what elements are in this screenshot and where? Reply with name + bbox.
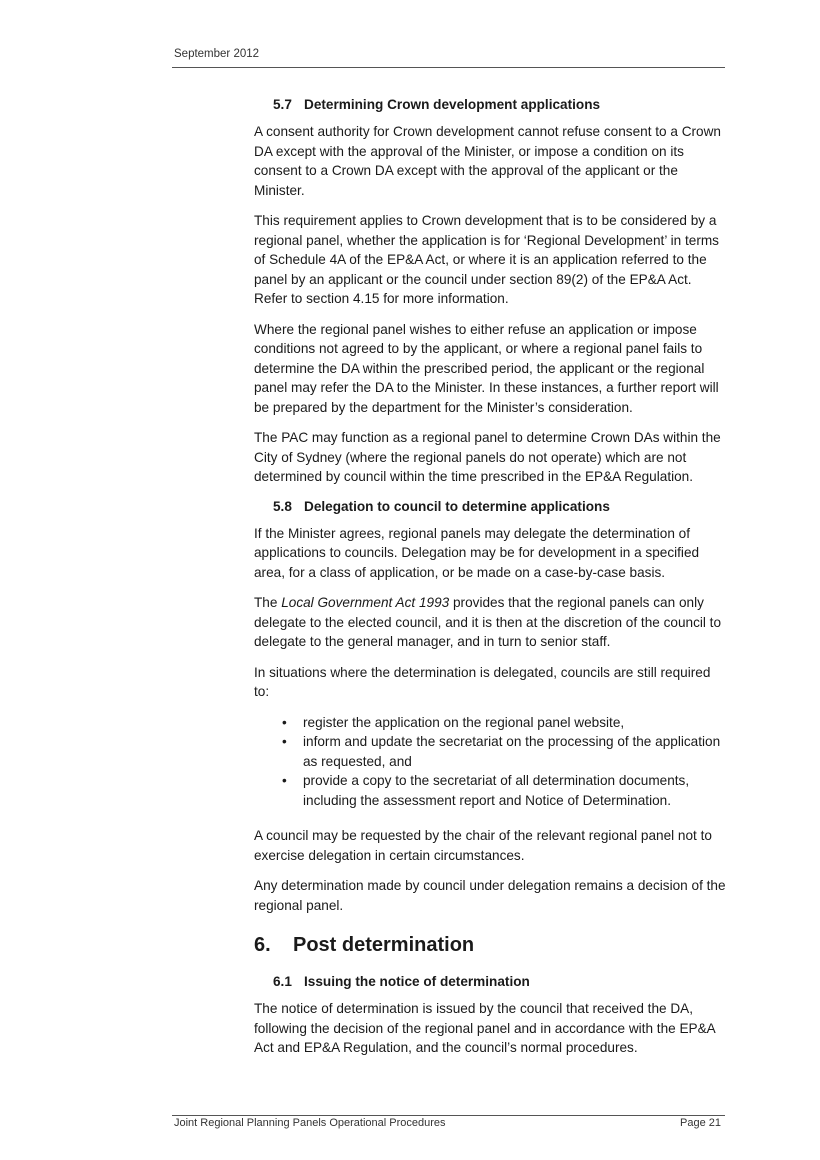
section-number: 6.1 bbox=[273, 974, 292, 989]
page-content bbox=[254, 96, 726, 1069]
list-item-text: register the application on the regional panel website, bbox=[303, 714, 625, 730]
bullet-icon: • bbox=[282, 773, 287, 788]
section-number: 5.7 bbox=[273, 97, 292, 112]
header-rule bbox=[172, 67, 725, 68]
section-number: 5.8 bbox=[273, 498, 292, 514]
paragraph: The notice of determination is issued by the council that received the DA, following the decision of the regional panel and in accordance with the EP&A Act and EP&A Regulation, and the council’s normal procedures. bbox=[254, 1001, 715, 1055]
paragraph: Any determination made by council under delegation remains a decision of the regional panel. bbox=[254, 878, 726, 913]
bullet-icon: • bbox=[282, 714, 287, 730]
section-title: Issuing the notice of determination bbox=[304, 974, 530, 989]
chapter-6-heading bbox=[254, 933, 726, 957]
bullet-icon: • bbox=[282, 734, 287, 749]
act-title: Local Government Act 1993 bbox=[281, 595, 450, 610]
section-title: Determining Crown development applications bbox=[304, 97, 601, 112]
footer-document-title: Joint Regional Planning Panels Operational Procedures bbox=[174, 1117, 446, 1129]
chapter-number: 6. bbox=[254, 934, 271, 956]
paragraph: Where the regional panel wishes to either refuse an application or impose conditions not agreed to by the applicant, or where a regional panel fails to determine the DA within the prescribed period, the applicant or the regional panel may refer the DA to the Minister. In these instances, a further report will be prepared by the department for the Minister’s consideration. bbox=[254, 321, 719, 415]
paragraph: If the Minister agrees, regional panels may delegate the determination of applications to councils. Delegation may be for development in a specified area, for a class of application, or be made on a case-by-case basis. bbox=[254, 525, 700, 580]
paragraph: The PAC may function as a regional panel to determine Crown DAs within the City of Sydney (where the regional panels do not operate) which are not determined by council within the time prescribed in the EP&A Regulation. bbox=[254, 430, 721, 484]
paragraph: A council may be requested by the chair of the relevant regional panel not to exercise delegation in certain circumstances. bbox=[254, 828, 712, 863]
paragraph bbox=[254, 593, 726, 652]
text-run: The bbox=[254, 595, 282, 610]
list-item-text: provide a copy to the secretariat of all determination documents, including the assessment report and Notice of Determination. bbox=[303, 773, 690, 808]
section-title: Delegation to council to determine applications bbox=[304, 498, 610, 514]
section-5-8-heading bbox=[254, 498, 726, 516]
footer-rule bbox=[172, 1115, 725, 1116]
text-run: provides that the regional panels can only delegate to the elected council, and it is then at the discretion of the council to delegate to the general manager, and in turn to senior staff. bbox=[254, 595, 722, 649]
section-5-7-heading bbox=[254, 96, 726, 114]
section-6-1-heading bbox=[254, 973, 726, 991]
paragraph: This requirement applies to Crown development that is to be considered by a regional panel, whether the application is for ‘Regional Development’ in terms of Schedule 4A of the EP&A Act, or where it is an application referred to the panel by an applicant or the council under section 89(2) of the EP&A Act. Refer to section 4.15 for more information. bbox=[254, 213, 719, 306]
list-item bbox=[282, 713, 726, 733]
list-item bbox=[282, 732, 726, 771]
list-item bbox=[282, 771, 726, 810]
list-item-text: inform and update the secretariat on the processing of the application as requested, and bbox=[303, 734, 721, 769]
paragraph: In situations where the determination is delegated, councils are still required to: bbox=[254, 664, 711, 699]
paragraph: A consent authority for Crown development cannot refuse consent to a Crown DA except with the approval of the Minister, or impose a condition on its consent to a Crown DA except with the approval of the applicant or the Minister. bbox=[254, 124, 721, 198]
bullet-list bbox=[254, 713, 726, 811]
page-number: Page 21 bbox=[680, 1117, 721, 1129]
chapter-title: Post determination bbox=[293, 934, 475, 956]
page-header-date: September 2012 bbox=[174, 48, 260, 60]
